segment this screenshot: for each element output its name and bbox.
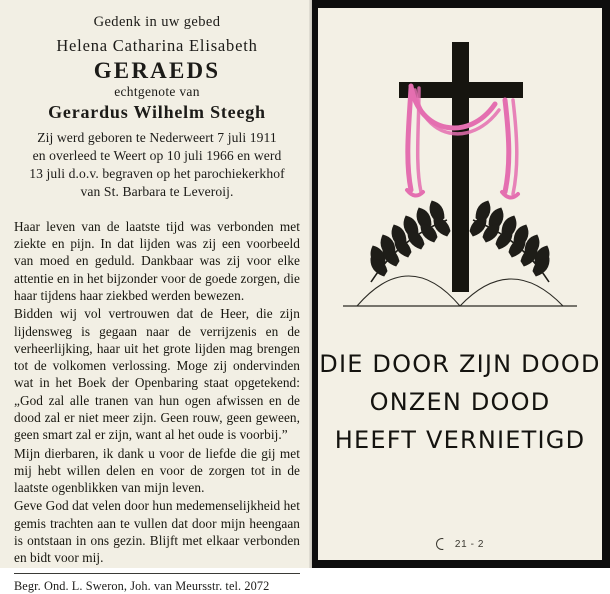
motto-line-3: HEEFT VERNIETIGD (334, 425, 586, 454)
body-paragraph: Geve God dat velen door hun medemenselijkheid het gemis trachten aan te vullen dat door mijn heengaan is ontstaan in ons gezin. Blijft met elkaar verbonden en bidt voor mij. (14, 498, 300, 566)
right-page-inner (318, 8, 602, 560)
reference-row (318, 538, 602, 550)
funeral-director-credit: Begr. Ond. L. Sweron, Joh. van Meursstr. tel. 2072 (14, 573, 300, 594)
memorial-body-text (14, 218, 300, 567)
life-dates-line-3: 13 juli d.o.v. begraven op het parochiekerkhof (29, 166, 285, 182)
body-paragraph: Mijn dierbaren, ik dank u voor de liefde die gij met mij hebt willen delen en voor de zorgen tot in de laatste ogenblikken van mijn leven. (14, 445, 300, 496)
deceased-surname: GERAEDS (93, 58, 221, 83)
crescent-moon-icon (436, 538, 448, 550)
motto-line-2: ONZEN DOOD (369, 387, 551, 416)
life-dates-line-2: en overleed te Weert op 10 juli 1966 en werd (32, 148, 282, 164)
deceased-first-names: Helena Catharina Elisabeth (56, 36, 258, 55)
body-paragraph: Bidden wij vol vertrouwen dat de Heer, die zijn lijdensweg is gegaan naar de verrijzenis en de verheerlijking, haar uit het grote lijden mag brengen tot de volkomen verlossing. Moge zij ondervinden wat in het Boek der Openbaring staat opgetekend: „God zal alle tranen van hun ogen afwissen en de dood zal er niet meer zijn. Geen rouw, geen geween, geen smart zal er zijn, want al het oude is voorbij.” (14, 306, 300, 443)
relation-label: echtgenote van (114, 84, 200, 100)
life-dates (14, 129, 300, 201)
motto-text (318, 346, 602, 460)
prayer-invitation-line: Gedenk in uw gebed (93, 14, 221, 30)
life-dates-line-4: van St. Barbara te Leveroij. (80, 183, 234, 199)
body-paragraph: Haar leven van de laatste tijd was verbonden met ziekte en pijn. In dat lijden was zij een voorbeeld van moed en geduld. Dankbaar was zij voor elke attentie en in het bijzonder voor de goede zorgen, die haar tijdens haar ziekbed werden bewezen. (14, 218, 300, 304)
life-dates-line-1: Zij werd geboren te Nederweert 7 juli 1911 (37, 130, 277, 146)
motto-line-1: DIE DOOR ZIJN DOOD (319, 350, 601, 378)
memorial-header (14, 14, 300, 201)
spouse-name: Gerardus Wilhelm Steegh (48, 102, 266, 123)
memorial-card-right-page (312, 0, 610, 568)
cross-with-wheat-svg (318, 14, 602, 344)
reference-code: 21 - 2 (454, 538, 485, 550)
cross-illustration (318, 14, 602, 344)
